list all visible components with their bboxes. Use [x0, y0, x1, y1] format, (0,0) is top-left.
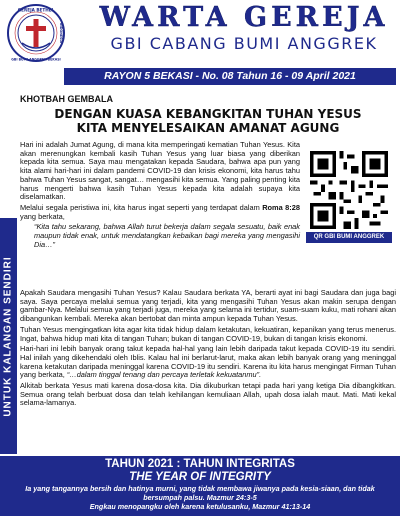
scripture-reference: Roma 8:28 — [262, 202, 300, 212]
logo-ring-bottom: GBI BUMI ANGGREK BEKASI — [11, 57, 61, 62]
qr-code-icon[interactable] — [310, 151, 388, 229]
paragraph-5-quote: “…dalam tinggal tenang dan percaya terletak kekuatanmu”. — [66, 370, 262, 380]
issue-info-bar: RAYON 5 BEKASI - No. 08 Tahun 16 - 09 April 2021 — [64, 68, 396, 85]
paragraph-2 — [20, 204, 300, 221]
article-body-bottom — [20, 289, 396, 410]
footer-subtitle: THE YEAR OF INTEGRITY — [129, 471, 271, 483]
masthead-subtitle: GBI CABANG BUMI ANGGREK — [110, 34, 378, 53]
paragraph-6: Alkitab berkata Yesus mati karena dosa-dosa kita. Dia dikuburkan tetapi pada hari yang ketiga Dia dibangkitkan. Semua orang telah berbuat dosa dan telah kehilangan kemuliaan Allah, upah dosa ialah maut. Mati. Mati kekal selama-lamanya. — [20, 381, 396, 408]
paragraph-2-text: Melalui segala peristiwa ini, kita harus ingat seperti yang terdapat dalam — [20, 202, 263, 212]
scripture-quote: “Kita tahu sekarang, bahwa Allah turut bekerja dalam segala sesuatu, baik enak maupun tidak enak, untuk mendatangkan kebaikan bagi mereka yang mengasihi Dia…” — [34, 222, 300, 249]
paragraph-1: Hari ini adalah Jumat Agung, di mana kita memperingati kematian Tuhan Yesus. Kita akan merenungkan kembali kasih Tuhan Yesus yang luar biasa yang diberikan kepada kita semua. Saya mau mengatakan kepada Saudara, bahwa apa pun yang kita alami hari-hari ini dalam pandemi COVID-19 dan krisis ekonomi, kita harus tahu bahwa Tuhan Yesus sangat, sangat… mengasihi kita semua. Yang paling penting kita harus mengerti bahwa kasih Tuhan Yesus kepada kita adalah supaya kita diselamatkan. — [20, 140, 300, 202]
paragraph-5 — [20, 345, 396, 380]
headline-line-2: KITA MENYELESAIKAN AMANAT AGUNG — [76, 121, 340, 135]
paragraph-3: Apakah Saudara mengasihi Tuhan Yesus? Kalau Saudara berkata YA, berarti ayat ini bagi Saudara dan juga bagi saya. Saya percaya melalui semua yang terjadi, kita yang mengasihi Tuhan Yesus akan makin serupa dengan gambar-Nya. Melalui semua yang terjadi juga, mereka yang selama ini tertidur, suam-suam kuku, mati rohani akan dibangunkan kembali. Mereka akan bertobat dan minta ampun kepada Tuhan Yesus. — [20, 288, 396, 324]
church-logo — [6, 3, 66, 63]
footer-verse-1: Ia yang tangannya bersih dan hatinya murni, yang tidak membawa jiwanya pada kesia-siaan, dan tidak bersumpah palsu. Mazmur 24:3-5 — [25, 484, 375, 502]
footer-title: TAHUN 2021 : TAHUN INTEGRITAS — [105, 458, 295, 470]
article-body-top — [20, 141, 300, 251]
side-label: UNTUK KALANGAN SENDIRI — [2, 256, 14, 417]
headline — [20, 107, 396, 135]
masthead — [0, 0, 400, 64]
paragraph-2-text-b: yang berkata, — [20, 211, 65, 221]
footer-verse-2: Engkau menopangku oleh karena ketulusanku, Mazmur 41:13-14 — [89, 502, 311, 511]
logo-ring-top: GEREJA BETHEL — [17, 7, 55, 13]
paragraph-5-text: Hari-hari ini lebih banyak orang takut kepada hal-hal yang lain lebih daripada takut kepada COVID-19 itu sendiri. Hal inilah yang dikehendaki oleh Iblis. Kalau hal ini berlarut-larut, maka akan lebih banyak orang yang meninggal karena ketakutan daripada meninggal karena COVID-19 itu sendiri. Karena itu kita harus mengingat Firman Tuhan yang berkata, — [20, 344, 396, 380]
paragraph-4: Tuhan Yesus mengingatkan kita agar kita tidak hidup dalam ketakutan, kekuatiran, kepanikan yang terus menerus. Ingat, bahwa hidup mati kita di tangan Tuhan; bukan di tangan COVID-19, bukan di tangan krisis ekonomi. — [20, 324, 396, 343]
qr-block — [306, 151, 392, 243]
headline-line-1: DENGAN KUASA KEBANGKITAN TUHAN YESUS — [54, 107, 362, 121]
section-label: KHOTBAH GEMBALA — [20, 94, 113, 104]
logo-ring-side: INDONESIA — [59, 22, 63, 44]
masthead-title: WARTA GEREJA — [99, 2, 389, 33]
qr-caption: QR GBI BUMI ANGGREK — [306, 232, 392, 243]
footer-banner — [0, 456, 400, 516]
